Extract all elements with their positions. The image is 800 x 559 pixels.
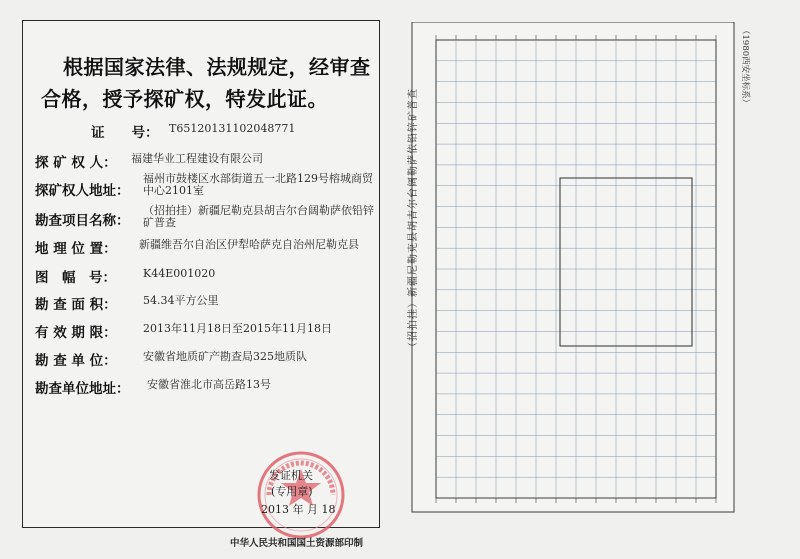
field-value: （招拍挂）新疆尼勒克县胡吉尔台阔勒萨依铅锌矿普查 (143, 204, 374, 229)
map-title: （招拍挂）新疆尼勒克县胡吉尔台阔勒萨依铅锌矿普查 (408, 88, 419, 352)
field-row-validity (35, 321, 375, 343)
coordinate-system-note: （1980西安坐标系） (740, 26, 750, 108)
field-label: 探矿权人地址： (35, 183, 130, 199)
field-label: 探 矿 权 人： (35, 155, 117, 171)
seal-issuer: 发证机关 (269, 469, 313, 482)
field-row-holder (35, 151, 375, 173)
field-label: 勘 查 单 位： (35, 353, 117, 369)
field-label: 勘查单位地址： (35, 381, 130, 397)
field-value: 福州市鼓楼区水部街道五一北路129号榕城商贸中心2101室 (143, 172, 373, 197)
heading-line-1: 根据国家法律、法规规定，经审查 (63, 55, 371, 79)
field-label: 勘查项目名称： (35, 213, 130, 229)
issue-date: 2013 年 月 18 (261, 503, 336, 516)
map-grid (398, 22, 758, 532)
field-row-exploration-unit (35, 349, 375, 371)
field-row-map-sheet (35, 266, 375, 288)
field-label: 图 幅 号： (35, 270, 116, 286)
field-value: K44E001020 (143, 267, 216, 280)
field-value: 2013年11月18日至2015年11月18日 (143, 322, 332, 335)
field-value: 54.34平方公里 (143, 294, 219, 307)
heading-line-2: 合格，授予探矿权，特发此证。 (41, 87, 328, 111)
printer-note: 中华人民共和国国土资源部印制 (230, 538, 364, 549)
exploration-map (398, 22, 758, 532)
field-row-area (35, 293, 375, 315)
field-row-certificate-number (35, 121, 375, 143)
field-label: 地 理 位 置： (35, 241, 117, 257)
field-value: T65120131102048771 (169, 122, 296, 135)
field-value: 安徽省地质矿产勘查局325地质队 (143, 350, 307, 363)
field-value: 新疆维吾尔自治区伊犁哈萨克自治州尼勒克县 (139, 238, 359, 251)
seal-stamp-note: (专用章) (271, 485, 313, 498)
field-row-location (35, 237, 375, 259)
field-row-project-name (35, 204, 375, 239)
field-row-unit-address (35, 377, 375, 399)
field-value: 安徽省淮北市高岳路13号 (147, 378, 271, 391)
certificate-panel (22, 20, 380, 528)
field-label: 证 号： (91, 125, 159, 141)
field-value: 福建华业工程建设有限公司 (131, 152, 263, 165)
field-label: 勘 查 面 积： (35, 297, 117, 313)
field-label: 有 效 期 限： (35, 325, 117, 341)
